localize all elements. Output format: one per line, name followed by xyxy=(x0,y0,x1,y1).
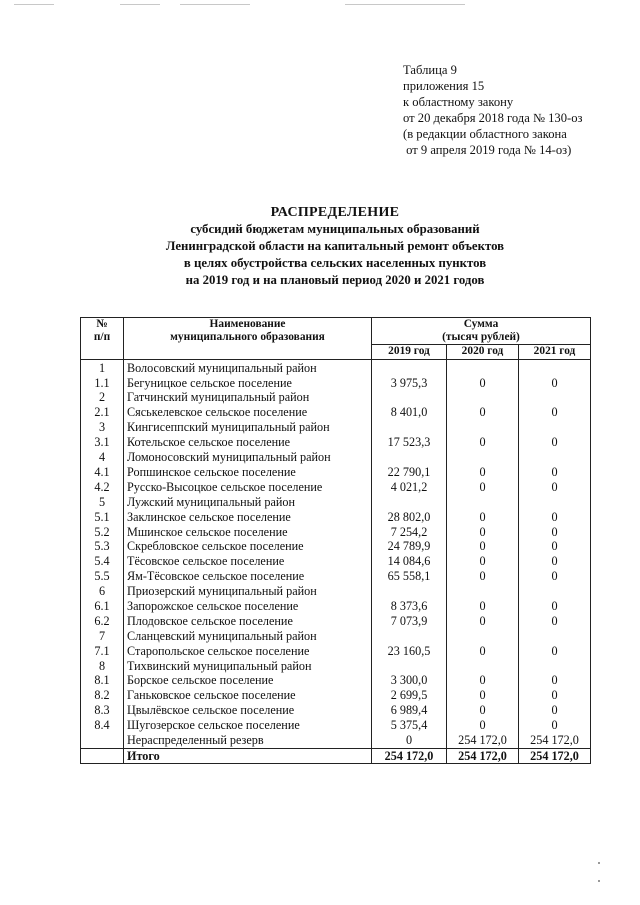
total-label: Итого xyxy=(124,748,372,764)
row-name: Старопольское сельское поселение xyxy=(124,644,372,659)
value-2019 xyxy=(372,659,447,674)
title-main: РАСПРЕДЕЛЕНИЕ xyxy=(270,205,400,220)
value-2019: 3 300,0 xyxy=(372,673,447,688)
value-2019 xyxy=(372,360,447,376)
table-row xyxy=(81,629,591,644)
row-number: 2 xyxy=(81,390,124,405)
table-row xyxy=(81,673,591,688)
value-2020: 0 xyxy=(447,614,519,629)
value-2019: 5 375,4 xyxy=(372,718,447,733)
total-2019: 254 172,0 xyxy=(372,748,447,764)
value-2021 xyxy=(519,420,591,435)
value-2020: 0 xyxy=(447,510,519,525)
value-2020: 0 xyxy=(447,718,519,733)
value-2021: 0 xyxy=(519,599,591,614)
value-2020: 0 xyxy=(447,525,519,540)
value-2020 xyxy=(447,584,519,599)
value-2020: 0 xyxy=(447,376,519,391)
table-row xyxy=(81,703,591,718)
table-row xyxy=(81,525,591,540)
row-number: 8.4 xyxy=(81,718,124,733)
row-name: Запорожское сельское поселение xyxy=(124,599,372,614)
value-2019 xyxy=(372,390,447,405)
row-number: 8.3 xyxy=(81,703,124,718)
value-2019 xyxy=(372,420,447,435)
table-row xyxy=(81,360,591,376)
value-2020: 0 xyxy=(447,644,519,659)
row-name: Бегуницкое сельское поселение xyxy=(124,376,372,391)
table-row xyxy=(81,405,591,420)
value-2020 xyxy=(447,420,519,435)
table-row xyxy=(81,539,591,554)
value-2020: 0 xyxy=(447,599,519,614)
row-number: 5.2 xyxy=(81,525,124,540)
table-row xyxy=(81,659,591,674)
table-row xyxy=(81,688,591,703)
value-2020: 0 xyxy=(447,569,519,584)
row-name: Ропшинское сельское поселение xyxy=(124,465,372,480)
value-2021: 0 xyxy=(519,376,591,391)
row-name: Волосовский муниципальный район xyxy=(124,360,372,376)
table-body xyxy=(81,360,591,749)
value-2019: 7 254,2 xyxy=(372,525,447,540)
value-2019: 17 523,3 xyxy=(372,435,447,450)
row-number: 4.2 xyxy=(81,480,124,495)
row-number: 7 xyxy=(81,629,124,644)
value-2020 xyxy=(447,390,519,405)
value-2020 xyxy=(447,659,519,674)
value-2021: 0 xyxy=(519,480,591,495)
row-name: Плодовское сельское поселение xyxy=(124,614,372,629)
value-2020 xyxy=(447,629,519,644)
column-header-year: 2020 год xyxy=(447,345,519,360)
row-number: 5.3 xyxy=(81,539,124,554)
row-number: 1 xyxy=(81,360,124,376)
value-2019: 28 802,0 xyxy=(372,510,447,525)
value-2019: 22 790,1 xyxy=(372,465,447,480)
row-number: 8.1 xyxy=(81,673,124,688)
row-name: Кингисеппский муниципальный район xyxy=(124,420,372,435)
value-2020: 0 xyxy=(447,688,519,703)
scan-artifact xyxy=(345,4,465,5)
table-row xyxy=(81,599,591,614)
value-2019 xyxy=(372,495,447,510)
value-2019: 2 699,5 xyxy=(372,688,447,703)
table-row xyxy=(81,376,591,391)
value-2019: 0 xyxy=(372,733,447,748)
scan-artifact xyxy=(14,4,54,5)
row-name: Заклинское сельское поселение xyxy=(124,510,372,525)
note-line: от 20 декабря 2018 года № 130-оз xyxy=(403,111,583,125)
value-2021: 0 xyxy=(519,539,591,554)
table-row xyxy=(81,644,591,659)
note-line: Таблица 9 xyxy=(403,63,457,77)
total-2020: 254 172,0 xyxy=(447,748,519,764)
value-2021: 0 xyxy=(519,614,591,629)
table-row xyxy=(81,390,591,405)
row-number: 4.1 xyxy=(81,465,124,480)
value-2019: 65 558,1 xyxy=(372,569,447,584)
row-number: 4 xyxy=(81,450,124,465)
value-2020: 0 xyxy=(447,673,519,688)
value-2020: 0 xyxy=(447,539,519,554)
value-2020: 0 xyxy=(447,480,519,495)
row-name: Мшинское сельское поселение xyxy=(124,525,372,540)
column-header-number: № п/п xyxy=(81,318,124,360)
value-2021 xyxy=(519,450,591,465)
scan-artifact xyxy=(180,4,250,5)
note-line: приложения 15 xyxy=(403,79,485,93)
value-2019 xyxy=(372,629,447,644)
value-2021: 0 xyxy=(519,688,591,703)
column-header-name: Наименование муниципального образования xyxy=(124,318,372,360)
value-2021: 0 xyxy=(519,703,591,718)
total-number-cell xyxy=(81,748,124,764)
row-name: Тёсовское сельское поселение xyxy=(124,554,372,569)
value-2019: 14 084,6 xyxy=(372,554,447,569)
value-2021: 0 xyxy=(519,569,591,584)
value-2021: 0 xyxy=(519,644,591,659)
row-name: Тихвинский муниципальный район xyxy=(124,659,372,674)
row-name: Русско-Высоцкое сельское поселение xyxy=(124,480,372,495)
table-row xyxy=(81,435,591,450)
row-name: Ломоносовский муниципальный район xyxy=(124,450,372,465)
note-line: к областному закону xyxy=(403,95,514,109)
scan-artifact xyxy=(598,880,600,882)
value-2019 xyxy=(372,450,447,465)
total-2021: 254 172,0 xyxy=(519,748,591,764)
value-2020: 0 xyxy=(447,405,519,420)
note-line: (в редакции областного закона xyxy=(403,127,567,141)
value-2019: 6 989,4 xyxy=(372,703,447,718)
row-name: Шугозерское сельское поселение xyxy=(124,718,372,733)
title-line: в целях обустройства сельских населенных пунктов xyxy=(183,256,487,270)
row-name: Ганьковское сельское поселение xyxy=(124,688,372,703)
table-row xyxy=(81,584,591,599)
value-2019: 3 975,3 xyxy=(372,376,447,391)
table-row xyxy=(81,480,591,495)
title-line: Ленинградской области на капитальный ремонт объектов xyxy=(165,239,505,253)
row-name: Сланцевский муниципальный район xyxy=(124,629,372,644)
value-2021: 0 xyxy=(519,718,591,733)
document-reference-note xyxy=(403,62,582,158)
row-number: 6 xyxy=(81,584,124,599)
value-2020 xyxy=(447,360,519,376)
value-2021: 0 xyxy=(519,525,591,540)
value-2020 xyxy=(447,450,519,465)
value-2021: 0 xyxy=(519,435,591,450)
value-2019: 24 789,9 xyxy=(372,539,447,554)
value-2021: 0 xyxy=(519,554,591,569)
document-title xyxy=(0,204,640,289)
row-name: Нераспределенный резерв xyxy=(124,733,372,748)
table-row xyxy=(81,554,591,569)
row-number: 8 xyxy=(81,659,124,674)
column-header-year: 2019 год xyxy=(372,345,447,360)
value-2020: 0 xyxy=(447,435,519,450)
row-number: 5.4 xyxy=(81,554,124,569)
row-number: 7.1 xyxy=(81,644,124,659)
row-name: Ям-Тёсовское сельское поселение xyxy=(124,569,372,584)
row-number: 8.2 xyxy=(81,688,124,703)
scan-artifact xyxy=(120,4,160,5)
row-name: Скребловское сельское поселение xyxy=(124,539,372,554)
value-2021: 0 xyxy=(519,465,591,480)
table-row xyxy=(81,614,591,629)
column-header-year: 2021 год xyxy=(519,345,591,360)
value-2021: 0 xyxy=(519,673,591,688)
title-line: на 2019 год и на плановый период 2020 и 2021 годов xyxy=(185,273,485,287)
row-number: 1.1 xyxy=(81,376,124,391)
column-header-sum: Сумма (тысяч рублей) xyxy=(372,318,591,345)
value-2019: 7 073,9 xyxy=(372,614,447,629)
value-2021 xyxy=(519,629,591,644)
value-2021 xyxy=(519,495,591,510)
value-2021: 0 xyxy=(519,405,591,420)
row-number xyxy=(81,733,124,748)
row-name: Котельское сельское поселение xyxy=(124,435,372,450)
row-number: 6.1 xyxy=(81,599,124,614)
subsidy-allocation-table xyxy=(80,317,591,764)
table-row xyxy=(81,718,591,733)
value-2021 xyxy=(519,659,591,674)
value-2019: 8 401,0 xyxy=(372,405,447,420)
table-row xyxy=(81,465,591,480)
table-total-row xyxy=(81,748,591,764)
row-name: Сяськелевское сельское поселение xyxy=(124,405,372,420)
value-2019: 8 373,6 xyxy=(372,599,447,614)
value-2019: 23 160,5 xyxy=(372,644,447,659)
row-name: Приозерский муниципальный район xyxy=(124,584,372,599)
row-name: Цвылёвское сельское поселение xyxy=(124,703,372,718)
row-number: 5 xyxy=(81,495,124,510)
row-number: 2.1 xyxy=(81,405,124,420)
scan-artifact xyxy=(598,862,600,864)
note-line: от 9 апреля 2019 года № 14-оз) xyxy=(403,143,572,157)
table-row xyxy=(81,733,591,748)
value-2020: 254 172,0 xyxy=(447,733,519,748)
value-2019: 4 021,2 xyxy=(372,480,447,495)
row-number: 3.1 xyxy=(81,435,124,450)
value-2021 xyxy=(519,360,591,376)
value-2019 xyxy=(372,584,447,599)
value-2020: 0 xyxy=(447,554,519,569)
value-2021 xyxy=(519,584,591,599)
row-name: Борское сельское поселение xyxy=(124,673,372,688)
value-2020 xyxy=(447,495,519,510)
row-number: 5.5 xyxy=(81,569,124,584)
row-number: 5.1 xyxy=(81,510,124,525)
table-row xyxy=(81,450,591,465)
table-row xyxy=(81,420,591,435)
table-row xyxy=(81,495,591,510)
value-2021: 0 xyxy=(519,510,591,525)
table-row xyxy=(81,569,591,584)
value-2021: 254 172,0 xyxy=(519,733,591,748)
value-2021 xyxy=(519,390,591,405)
value-2020: 0 xyxy=(447,703,519,718)
row-name: Гатчинский муниципальный район xyxy=(124,390,372,405)
row-name: Лужский муниципальный район xyxy=(124,495,372,510)
title-line: субсидий бюджетам муниципальных образований xyxy=(190,222,480,236)
row-number: 6.2 xyxy=(81,614,124,629)
value-2020: 0 xyxy=(447,465,519,480)
table-row xyxy=(81,510,591,525)
row-number: 3 xyxy=(81,420,124,435)
